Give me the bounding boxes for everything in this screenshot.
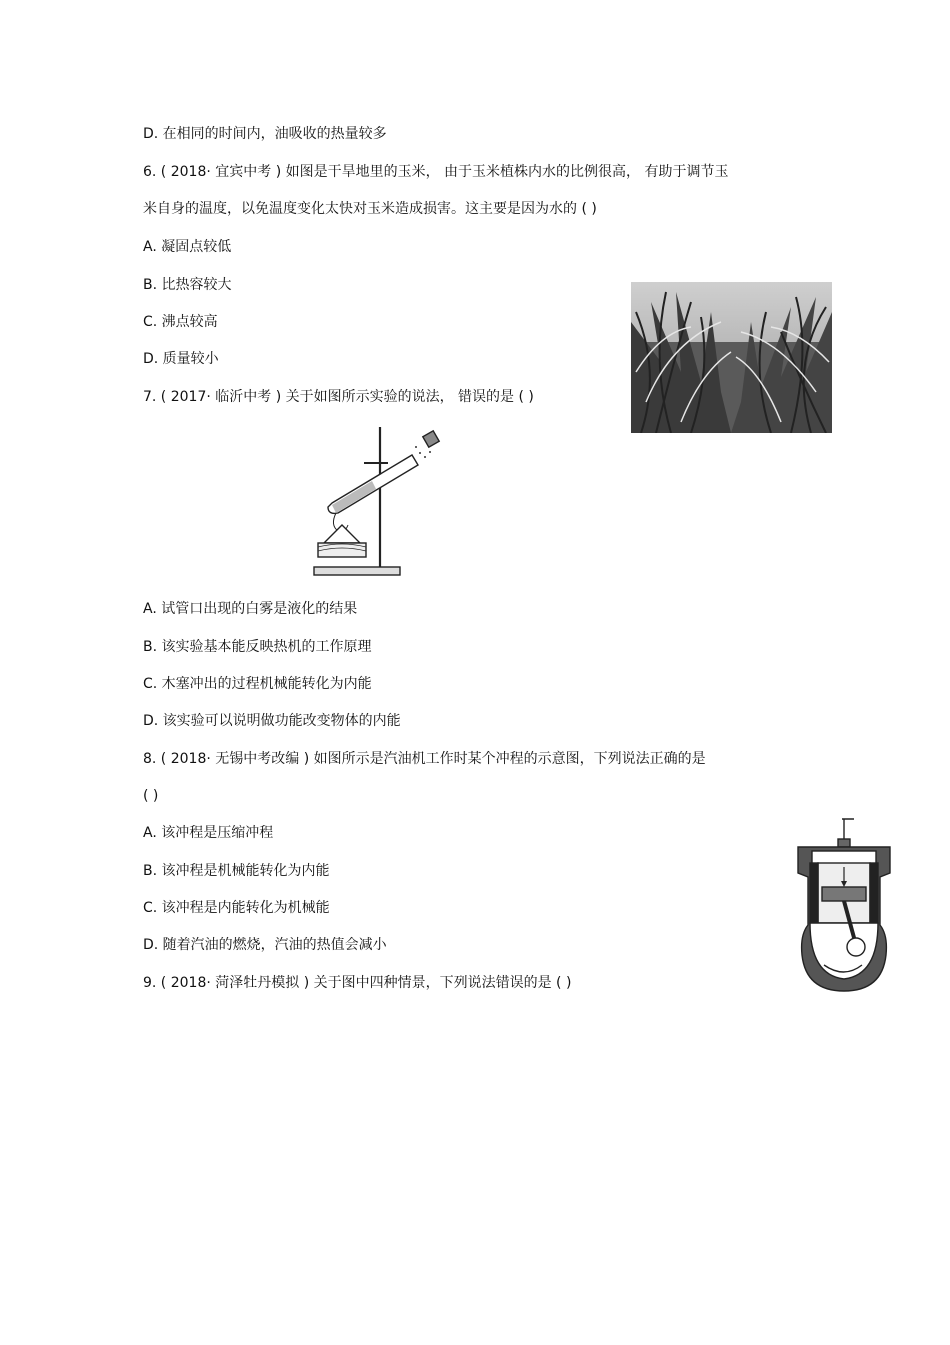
test-tube-apparatus-figure bbox=[312, 425, 447, 578]
q8-option-b: B. 该冲程是机械能转化为内能 bbox=[143, 863, 330, 879]
q7-option-b: B. 该实验基本能反映热机的工作原理 bbox=[143, 639, 372, 655]
q8-option-a: A. 该冲程是压缩冲程 bbox=[143, 825, 274, 841]
q6-option-b: B. 比热容较大 bbox=[143, 277, 232, 293]
q7-option-d: D. 该实验可以说明做功能改变物体的内能 bbox=[143, 713, 401, 729]
q6-option-d: D. 质量较小 bbox=[143, 351, 219, 367]
q5-option-d: D. 在相同的时间内，油吸收的热量较多 bbox=[143, 126, 387, 142]
q6-stem-line2: 米自身的温度，以免温度变化太快对玉米造成损害。这主要是因为水的 ( ) bbox=[143, 201, 597, 217]
q9-stem: 9. ( 2018· 菏泽牡丹模拟 ) 关于图中四种情景，下列说法错误的是 ( ) bbox=[143, 975, 572, 991]
corn-field-photo bbox=[631, 282, 832, 433]
engine-stroke-figure bbox=[796, 815, 892, 995]
q8-stem-line2: ( ) bbox=[143, 788, 159, 804]
q8-option-d: D. 随着汽油的燃烧，汽油的热值会减小 bbox=[143, 937, 387, 953]
q8-stem-line1: 8. ( 2018· 无锡中考改编 ) 如图所示是汽油机工作时某个冲程的示意图，下列说法正确的是 bbox=[143, 751, 706, 767]
q8-option-c: C. 该冲程是内能转化为机械能 bbox=[143, 900, 330, 916]
q7-option-c: C. 木塞冲出的过程机械能转化为内能 bbox=[143, 676, 372, 692]
q6-stem-line1: 6. ( 2018· 宜宾中考 ) 如图是干旱地里的玉米， 由于玉米植株内水的比例很高， 有助于调节玉 bbox=[143, 164, 729, 180]
q6-option-c: C. 沸点较高 bbox=[143, 314, 218, 330]
q7-option-a: A. 试管口出现的白雾是液化的结果 bbox=[143, 601, 358, 617]
q6-option-a: A. 凝固点较低 bbox=[143, 239, 232, 255]
q7-stem: 7. ( 2017· 临沂中考 ) 关于如图所示实验的说法， 错误的是 ( ) bbox=[143, 389, 534, 405]
